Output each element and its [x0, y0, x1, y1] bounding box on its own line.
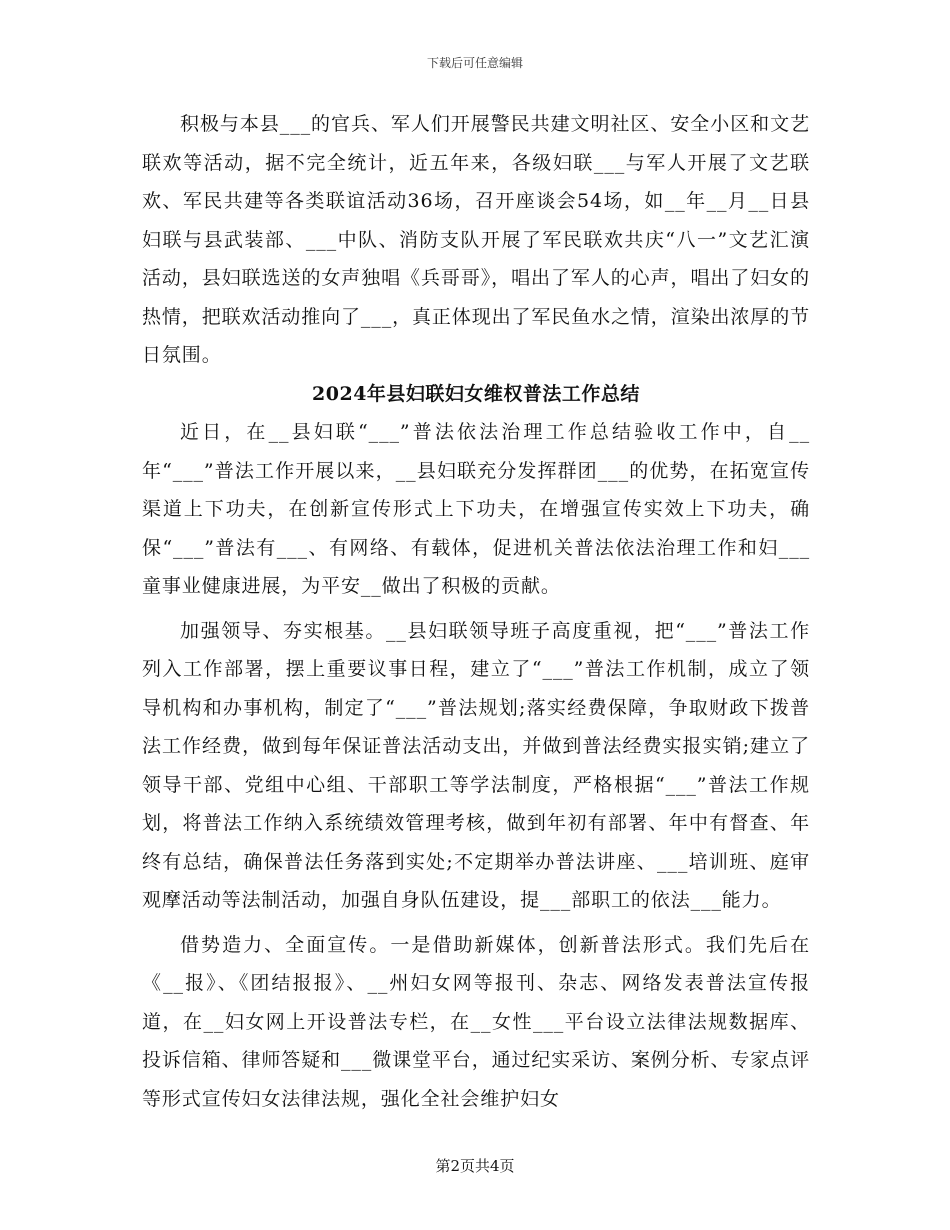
paragraph-1: 近日，在__县妇联“___”普法依法治理工作总结验收工作中，自__年“___”普法工作开展以来，__县妇联充分发挥群团___的优势，在拓宽宣传渠道上下功夫，在创新宣传形式上下功夫，在增强宣传实效上下功夫，确保“___”普法有___、有网络、有载体，促进机关普法依法治理工作和妇___童事业健康进展，为平安__做出了积极的贡献。 [142, 421, 810, 597]
paragraph-3: 借势造力、全面宣传。一是借助新媒体，创新普法形式。我们先后在《__报》、《团结报报》、__州妇女网等报刊、杂志、网络发表普法宣传报道，在__妇女网上开设普法专栏，在__女性___平台设立法律法规数据库、投诉信箱、律师答疑和___微课堂平台，通过纪实采访、案例分析、专家点评等形式宣传妇女法律法规，强化全社会维护妇女 [142, 933, 811, 1110]
paragraph-2: 加强领导、夯实根基。__县妇联领导班子高度重视，把“___”普法工作列入工作部署，摆上重要议事日程，建立了“___”普法工作机制，成立了领导机构和办事机构，制定了“___”普法规划;落实经费保障，争取财政下拨普法工作经费，做到每年保证普法活动支出，并做到普法经费实报实销;建立了领导干部、党组中心组、干部职工等学法制度，严格根据“___”普法工作规划，将普法工作纳入系统绩效管理考核，做到年初有部署、年中有督查、年终有总结，确保普法任务落到实处;不定期举办普法讲座、___培训班、庭审观摩活动等法制活动，加强自身队伍建设，提___部职工的依法___能力。 [142, 619, 810, 911]
document-title: 2024年县妇联妇女维权普法工作总结 [312, 382, 640, 405]
page-number: 第2页共4页 [435, 1157, 515, 1175]
intro-paragraph: 积极与本县___的官兵、军人们开展警民共建文明社区、安全小区和文艺联欢等活动，据不完全统计，近五年来，各级妇联___与军人开展了文艺联欢、军民共建等各类联谊活动36场，召开座谈会54场，如__年__月__日县妇联与县武装部、___中队、消防支队开展了军民联欢共庆“八一”文艺汇演活动，县妇联选送的女声独唱《兵哥哥》，唱出了军人的心声，唱出了妇女的热情，把联欢活动推向了___，真正体现出了军民鱼水之情，渲染出浓厚的节日氛围。 [142, 113, 811, 366]
page-header-note: 下载后可任意编辑 [426, 56, 523, 70]
document-body [142, 105, 810, 1118]
